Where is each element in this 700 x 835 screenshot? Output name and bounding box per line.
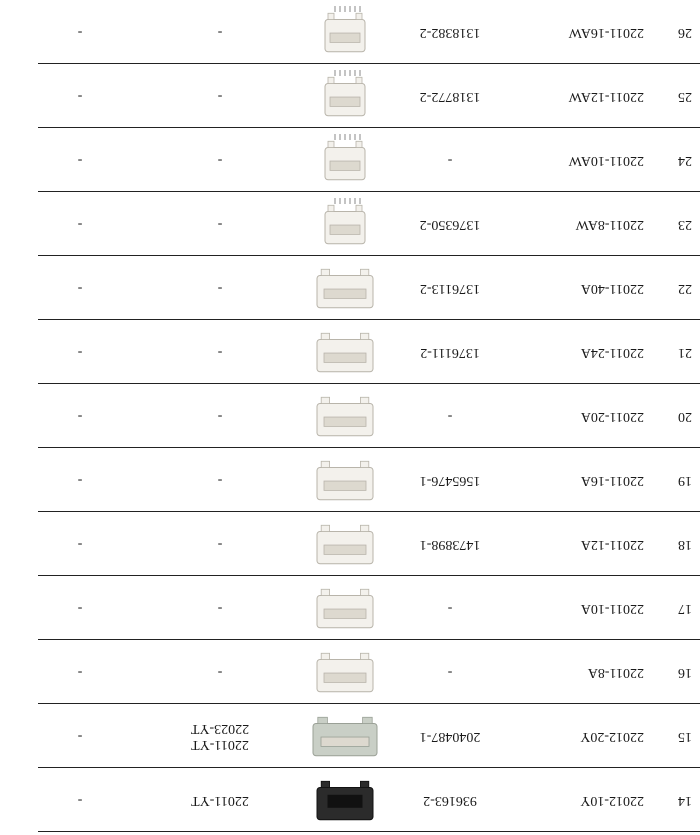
last-column-value: - xyxy=(77,409,83,424)
row-number: 26 xyxy=(678,25,692,40)
mating-part-text: - xyxy=(217,601,223,616)
reference-number: 1318772-2 xyxy=(419,89,481,104)
reference-number: - xyxy=(447,409,453,424)
table-row xyxy=(38,576,700,640)
mating-part-text: - xyxy=(217,537,223,552)
table-row xyxy=(38,128,700,192)
mating-parts xyxy=(160,193,280,255)
reference-number: 1376113-2 xyxy=(419,281,481,296)
mating-part-text: - xyxy=(217,665,223,680)
mating-part-text: 22011-YT xyxy=(191,793,249,808)
mating-part-text: 22011-YT xyxy=(191,737,249,752)
row-number: 18 xyxy=(678,537,692,552)
row-number: 19 xyxy=(678,473,692,488)
table-row xyxy=(38,192,700,256)
last-column-value: - xyxy=(77,665,83,680)
row-number: 15 xyxy=(678,729,692,744)
table-row xyxy=(38,320,700,384)
white-pin-connector-icon xyxy=(280,65,410,127)
last-column-value: - xyxy=(77,729,83,744)
reference-number: - xyxy=(447,153,453,168)
last-column-value: - xyxy=(77,345,83,360)
mating-parts xyxy=(160,129,280,191)
part-number: 22011-10A xyxy=(580,601,644,616)
part-number: 22011-20A xyxy=(580,409,644,424)
table-row xyxy=(38,448,700,512)
table-row xyxy=(38,640,700,704)
last-column-value: - xyxy=(77,89,83,104)
white-connector-icon xyxy=(280,449,410,511)
reference-number: - xyxy=(447,601,453,616)
row-number: 20 xyxy=(678,409,692,424)
part-number: 22011-12AW xyxy=(568,89,644,104)
part-number: 22011-10AW xyxy=(568,153,644,168)
grey-connector-icon xyxy=(280,705,410,767)
part-number: 22011-12A xyxy=(580,537,644,552)
mating-part-text: - xyxy=(217,473,223,488)
row-number: 23 xyxy=(678,217,692,232)
last-column-value: - xyxy=(77,793,83,808)
mating-parts xyxy=(160,449,280,511)
reference-number: 1376350-2 xyxy=(419,217,481,232)
mating-parts xyxy=(160,705,280,767)
white-connector-icon xyxy=(280,577,410,639)
mating-part-text: - xyxy=(217,217,223,232)
table-row xyxy=(38,512,700,576)
white-connector-icon xyxy=(280,513,410,575)
last-column-value: - xyxy=(77,537,83,552)
reference-number: 1376111-2 xyxy=(420,345,480,360)
part-number: 22011-16A xyxy=(580,473,644,488)
part-number: 22011-24A xyxy=(580,345,644,360)
white-pin-connector-icon xyxy=(280,129,410,191)
row-number: 16 xyxy=(678,665,692,680)
row-number: 14 xyxy=(678,793,692,808)
part-number: 22011-40A xyxy=(580,281,644,296)
part-number: 22011-8AW xyxy=(575,217,644,232)
last-column-value: - xyxy=(77,601,83,616)
part-number: 22012-20Y xyxy=(580,729,644,744)
mating-parts xyxy=(160,769,280,831)
part-number: 22011-16AW xyxy=(568,25,644,40)
white-connector-icon xyxy=(280,257,410,319)
last-column-value: - xyxy=(77,153,83,168)
row-number: 21 xyxy=(678,345,692,360)
reference-number: 2040487-1 xyxy=(419,729,481,744)
mating-part-text: - xyxy=(217,153,223,168)
row-number: 25 xyxy=(678,89,692,104)
white-pin-connector-icon xyxy=(280,193,410,255)
row-number: 17 xyxy=(678,601,692,616)
mating-part-text: - xyxy=(217,25,223,40)
white-connector-icon xyxy=(280,641,410,703)
mating-parts xyxy=(160,641,280,703)
connector-table xyxy=(38,0,700,832)
reference-number: 1565476-1 xyxy=(419,473,481,488)
table-row xyxy=(38,704,700,768)
row-number: 22 xyxy=(678,281,692,296)
last-column-value: - xyxy=(77,281,83,296)
mating-part-text: - xyxy=(217,345,223,360)
mating-parts xyxy=(160,385,280,447)
table-row xyxy=(38,64,700,128)
last-column-value: - xyxy=(77,217,83,232)
mating-parts xyxy=(160,321,280,383)
white-connector-icon xyxy=(280,321,410,383)
mating-part-text: - xyxy=(217,409,223,424)
reference-number: 1473898-1 xyxy=(419,537,481,552)
mating-part-text: - xyxy=(217,281,223,296)
part-number: 22012-10Y xyxy=(580,793,644,808)
mating-parts xyxy=(160,513,280,575)
part-number: 22011-8A xyxy=(587,665,644,680)
reference-number: 1318382-2 xyxy=(419,25,481,40)
mating-part-text: - xyxy=(217,89,223,104)
table-row xyxy=(38,256,700,320)
white-connector-icon xyxy=(280,385,410,447)
white-pin-connector-icon xyxy=(280,1,410,63)
row-number: 24 xyxy=(678,153,692,168)
last-column-value: - xyxy=(77,473,83,488)
mating-parts xyxy=(160,1,280,63)
table-row xyxy=(38,384,700,448)
mating-parts xyxy=(160,577,280,639)
table-row xyxy=(38,0,700,64)
mating-parts xyxy=(160,257,280,319)
reference-number: 936163-2 xyxy=(423,793,477,808)
reference-number: - xyxy=(447,665,453,680)
last-column-value: - xyxy=(77,25,83,40)
table-row xyxy=(38,768,700,832)
mating-part-text: 22023-YT xyxy=(190,721,250,736)
black-connector-icon xyxy=(280,769,410,831)
mating-parts xyxy=(160,65,280,127)
